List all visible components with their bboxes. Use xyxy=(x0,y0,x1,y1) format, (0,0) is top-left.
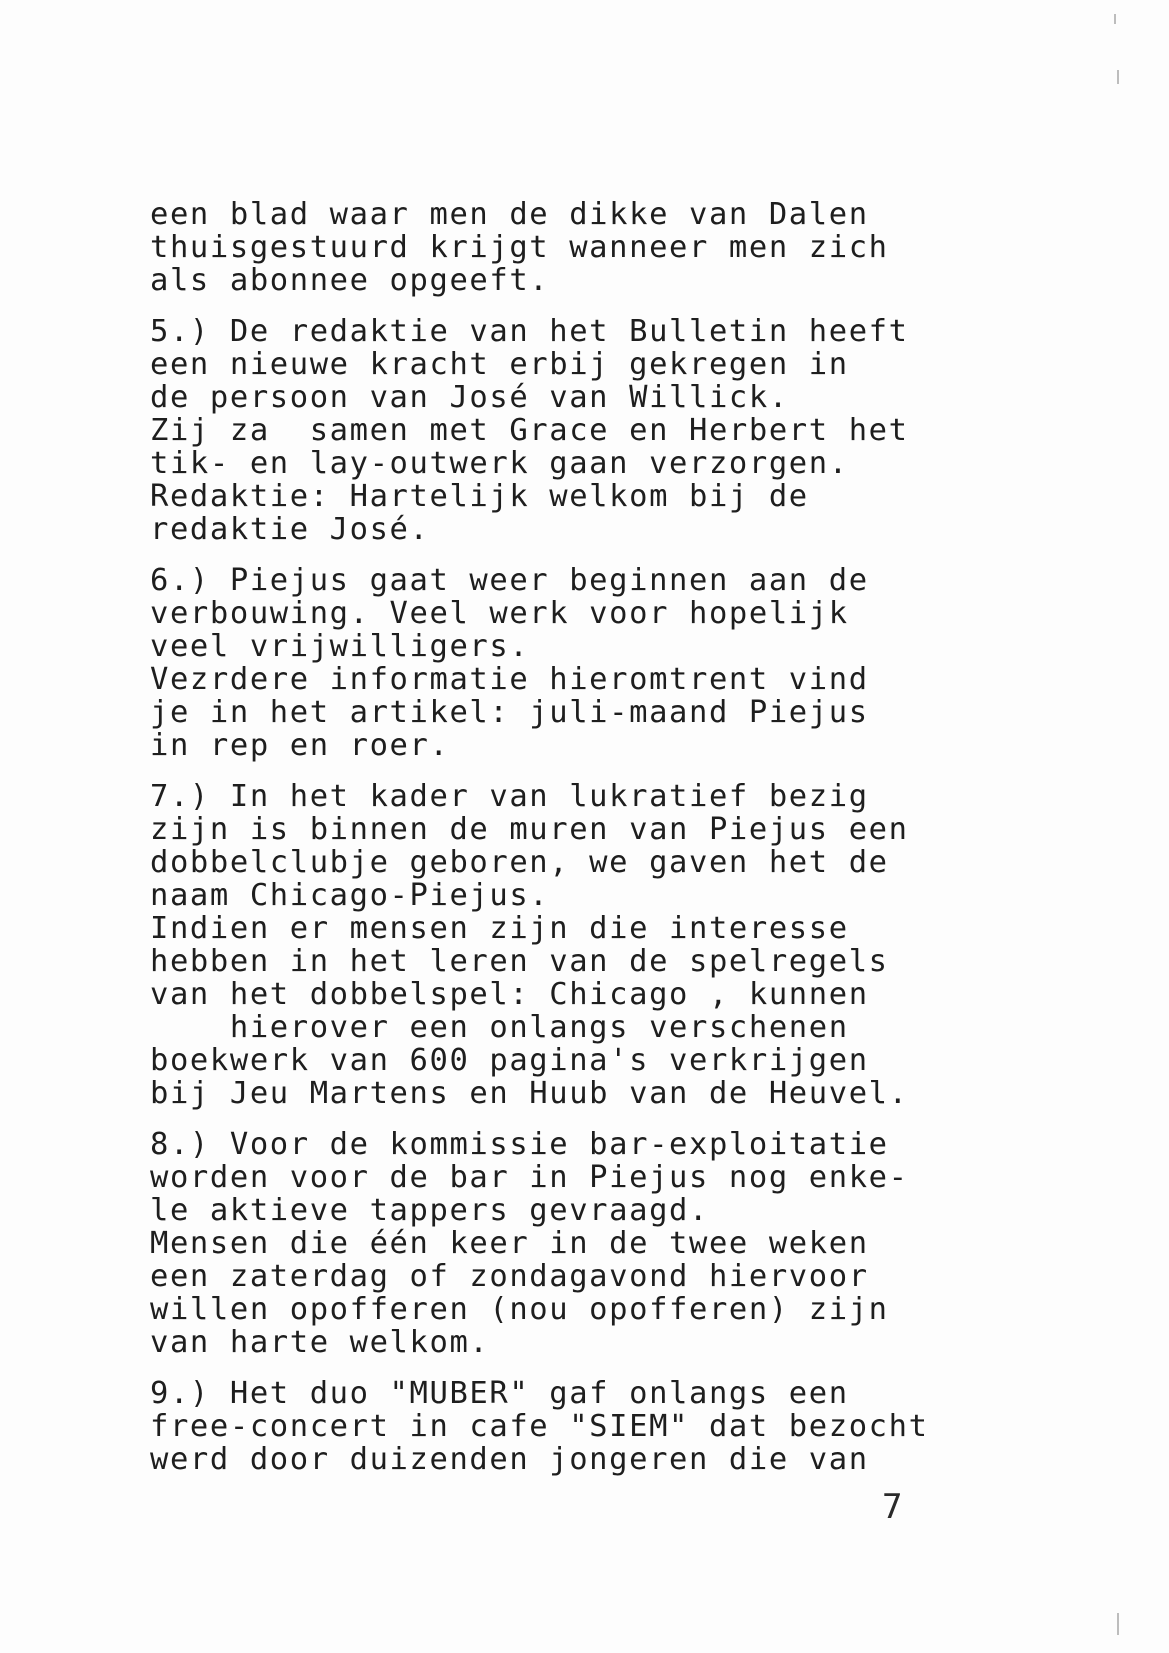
text-line: in rep en roer. xyxy=(150,728,450,763)
text-line: 8.) Voor de kommissie bar-exploitatie xyxy=(150,1127,889,1162)
text-line: je in het artikel: juli-maand Piejus xyxy=(150,695,869,730)
text-line: een nieuwe kracht erbij gekregen in xyxy=(150,347,849,382)
text-line: willen opofferen (nou opofferen) zijn xyxy=(150,1292,889,1327)
scan-artifact xyxy=(1117,1613,1119,1635)
paragraph xyxy=(150,1128,1010,1359)
text-line: Indien er mensen zijn die interesse xyxy=(150,911,849,946)
text-line: 6.) Piejus gaat weer beginnen aan de xyxy=(150,563,869,598)
text-line: dobbelclubje geboren, we gaven het de xyxy=(150,845,889,880)
text-line: bij Jeu Martens en Huub van de Heuvel. xyxy=(150,1076,909,1111)
text-line: hierover een onlangs verschenen xyxy=(150,1010,849,1045)
paragraph xyxy=(150,198,1010,297)
text-line: free-concert in cafe "SIEM" dat bezocht xyxy=(150,1409,929,1444)
text-line: tik- en lay-outwerk gaan verzorgen. xyxy=(150,446,849,481)
text-line: van harte welkom. xyxy=(150,1325,490,1360)
text-line: le aktieve tappers gevraagd. xyxy=(150,1193,709,1228)
text-line: veel vrijwilligers. xyxy=(150,629,530,664)
scan-artifact xyxy=(1114,14,1116,24)
scan-artifact xyxy=(1117,70,1119,84)
text-line: worden voor de bar in Piejus nog enke- xyxy=(150,1160,909,1195)
text-line: boekwerk van 600 pagina's verkrijgen xyxy=(150,1043,869,1078)
text-line: een zaterdag of zondagavond hiervoor xyxy=(150,1259,869,1294)
page-number: 7 xyxy=(882,1487,903,1527)
typed-text-block xyxy=(150,198,1010,1494)
text-line: redaktie José. xyxy=(150,512,430,547)
text-line: 9.) Het duo "MUBER" gaf onlangs een xyxy=(150,1376,849,1411)
text-line: Zij za samen met Grace en Herbert het xyxy=(150,413,909,448)
text-line: zijn is binnen de muren van Piejus een xyxy=(150,812,909,847)
text-line: een blad waar men de dikke van Dalen xyxy=(150,197,869,232)
text-line: de persoon van José van Willick. xyxy=(150,380,789,415)
text-line: Vezrdere informatie hieromtrent vind xyxy=(150,662,869,697)
text-line: werd door duizenden jongeren die van xyxy=(150,1442,869,1477)
text-line: verbouwing. Veel werk voor hopelijk xyxy=(150,596,849,631)
text-line: Mensen die één keer in de twee weken xyxy=(150,1226,869,1261)
text-line: hebben in het leren van de spelregels xyxy=(150,944,889,979)
text-line: 7.) In het kader van lukratief bezig xyxy=(150,779,869,814)
text-line: thuisgestuurd krijgt wanneer men zich xyxy=(150,230,889,265)
text-line: 5.) De redaktie van het Bulletin heeft xyxy=(150,314,909,349)
text-line: Redaktie: Hartelijk welkom bij de xyxy=(150,479,809,514)
paragraph xyxy=(150,564,1010,762)
text-line: naam Chicago-Piejus. xyxy=(150,878,550,913)
text-line: als abonnee opgeeft. xyxy=(150,263,550,298)
paragraph xyxy=(150,315,1010,546)
paragraph xyxy=(150,1377,1010,1476)
paragraph xyxy=(150,780,1010,1110)
text-line: van het dobbelspel: Chicago , kunnen xyxy=(150,977,869,1012)
